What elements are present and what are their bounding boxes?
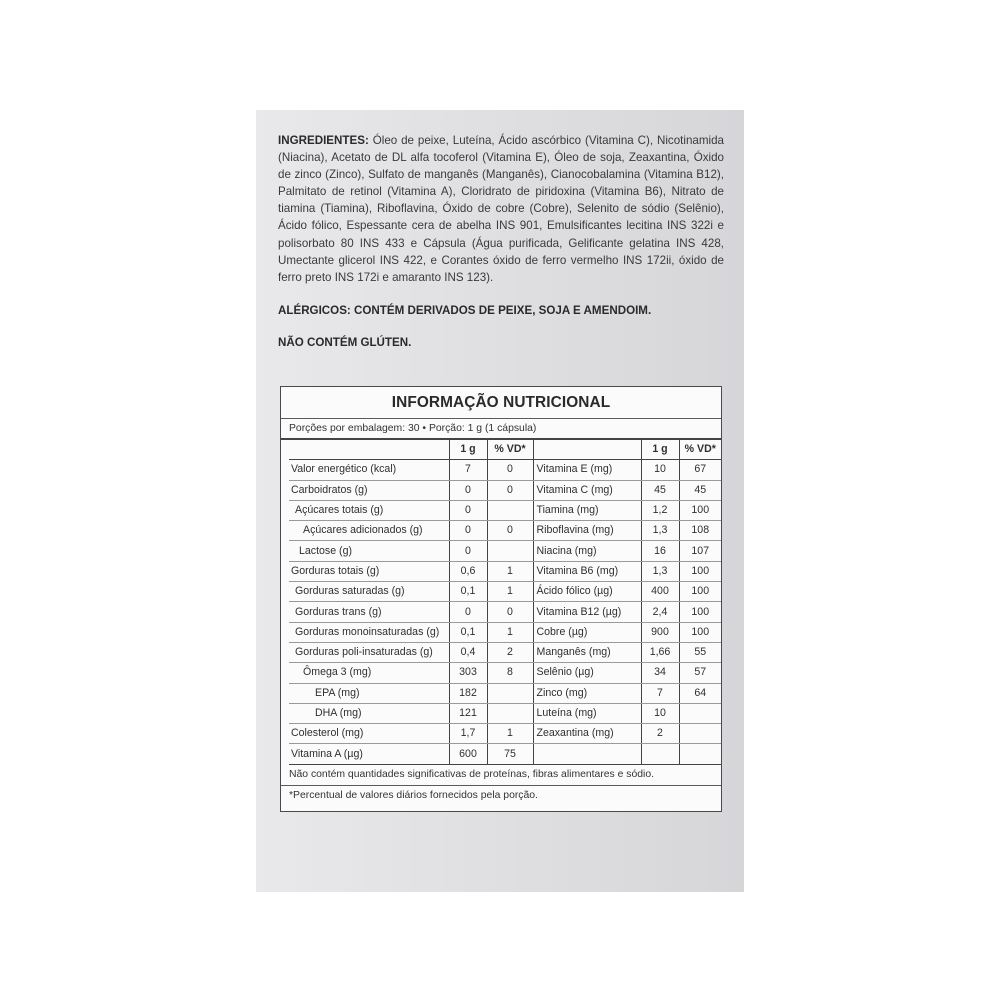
nutrient-amount-right: 34 (641, 663, 679, 683)
nutrient-vd-right: 100 (679, 602, 721, 622)
ingredients-text: Óleo de peixe, Luteína, Ácido ascórbico (Vitamina C), Nicotinamida (Niacina), Acetato de DL alfa tocoferol (Vitamina E), Óleo de soja, Zeaxantina, Óxido de zinco (Zinco), Sulfato de manganês (Manganês), Cianocobalamina (Vitamina B12), Palmitato de retinol (Vitamina A), Cloridrato de piridoxina (Vitamina B6), Nitrato de tiamina (Tiamina), Riboflavina, Óxido de cobre (Cobre), Selenito de sódio (Selênio), Ácido fólico, Espessante cera de abelha INS 901, Emulsificantes lecitina INS 322i e polisorbato 80 INS 433 e Cápsula (Água purificada, Gelificante gelatina INS 428, Umectante glicerol INS 422, e Corantes óxido de ferro vermelho INS 172ii, óxido de ferro preto INS 172i e amaranto INS 123). (278, 134, 724, 284)
table-row (289, 724, 721, 744)
nutrient-vd-right: 100 (679, 561, 721, 581)
table-row (289, 500, 721, 520)
nutrient-vd: 8 (487, 663, 533, 683)
portions-info: Porções por embalagem: 30 • Porção: 1 g (1 cápsula) (281, 419, 721, 440)
nutrient-name-right: Niacina (mg) (533, 541, 641, 561)
nutrient-amount: 303 (449, 663, 487, 683)
gluten-statement: NÃO CONTÉM GLÚTEN. (278, 335, 412, 349)
ingredients-paragraph (278, 132, 724, 286)
ingredients-label: INGREDIENTES: (278, 134, 369, 147)
nutrient-vd: 0 (487, 602, 533, 622)
nutrient-name: Gorduras poli-insaturadas (g) (289, 642, 449, 662)
nutrient-amount: 0 (449, 602, 487, 622)
nutrient-amount: 1,7 (449, 724, 487, 744)
nutrient-amount-right: 16 (641, 541, 679, 561)
nutrient-name-right (533, 744, 641, 764)
nutrient-amount: 0,6 (449, 561, 487, 581)
nutrient-amount-right: 2,4 (641, 602, 679, 622)
package-panel (256, 110, 744, 892)
nutrient-amount-right: 45 (641, 480, 679, 500)
nutrient-amount-right: 2 (641, 724, 679, 744)
nutrient-name-right: Vitamina E (mg) (533, 460, 641, 480)
vd-footnote: *Percentual de valores diários fornecidos pela porção. (289, 789, 538, 801)
nutrient-amount-right: 10 (641, 703, 679, 723)
nutrient-name-right: Vitamina C (mg) (533, 480, 641, 500)
table-row (289, 602, 721, 622)
nutrient-name-right: Ácido fólico (µg) (533, 582, 641, 602)
nutrient-amount-right: 1,3 (641, 561, 679, 581)
nutrient-vd (487, 703, 533, 723)
nutrient-name-right: Luteína (mg) (533, 703, 641, 723)
table-row (289, 663, 721, 683)
table-row (289, 521, 721, 541)
nutrition-note: Não contém quantidades significativas de proteínas, fibras alimentares e sódio. (281, 765, 721, 786)
nutrient-name-right: Riboflavina (mg) (533, 521, 641, 541)
nutrient-amount-right: 10 (641, 460, 679, 480)
nutrient-vd-right: 100 (679, 622, 721, 642)
nutrient-vd-right: 64 (679, 683, 721, 703)
nutrient-amount: 182 (449, 683, 487, 703)
table-row (289, 744, 721, 764)
nutrient-name: Açúcares adicionados (g) (289, 521, 449, 541)
allergens-statement: ALÉRGICOS: CONTÉM DERIVADOS DE PEIXE, SOJA E AMENDOIM. (278, 303, 652, 317)
nutrient-vd: 1 (487, 561, 533, 581)
nutrient-name-right: Vitamina B6 (mg) (533, 561, 641, 581)
nutrient-amount-right (641, 744, 679, 764)
nutrient-name: Açúcares totais (g) (289, 500, 449, 520)
table-header-row (289, 440, 721, 460)
nutrition-facts-panel (280, 386, 722, 812)
nutrition-table (289, 440, 721, 765)
nutrient-vd: 1 (487, 724, 533, 744)
nutrient-vd: 1 (487, 622, 533, 642)
nutrient-name-right: Manganês (mg) (533, 642, 641, 662)
nutrient-vd-right (679, 703, 721, 723)
nutrition-title: INFORMAÇÃO NUTRICIONAL (281, 387, 721, 419)
label-text-area (278, 132, 724, 349)
nutrient-name: Vitamina A (µg) (289, 744, 449, 764)
nutrient-vd: 0 (487, 480, 533, 500)
table-row (289, 460, 721, 480)
nutrient-vd-right: 55 (679, 642, 721, 662)
nutrient-vd-right: 57 (679, 663, 721, 683)
nutrient-name: Carboidratos (g) (289, 480, 449, 500)
nutrient-vd-right (679, 724, 721, 744)
nutrient-name-right: Tiamina (mg) (533, 500, 641, 520)
nutrient-name: Ômega 3 (mg) (289, 663, 449, 683)
nutrient-amount-right: 1,66 (641, 642, 679, 662)
nutrient-vd: 1 (487, 582, 533, 602)
nutrient-vd-right: 45 (679, 480, 721, 500)
nutrient-amount: 0 (449, 500, 487, 520)
header-vd-right: % VD* (679, 440, 721, 460)
nutrient-amount-right: 900 (641, 622, 679, 642)
nutrient-amount: 0,4 (449, 642, 487, 662)
nutrient-name-right: Selênio (µg) (533, 663, 641, 683)
nutrient-amount: 0,1 (449, 582, 487, 602)
nutrient-amount: 0,1 (449, 622, 487, 642)
nutrient-vd-right: 100 (679, 582, 721, 602)
nutrient-vd: 0 (487, 521, 533, 541)
nutrient-amount-right: 7 (641, 683, 679, 703)
table-row (289, 703, 721, 723)
nutrient-name: Gorduras trans (g) (289, 602, 449, 622)
nutrient-amount-right: 1,2 (641, 500, 679, 520)
header-blank-right (533, 440, 641, 460)
table-row (289, 541, 721, 561)
nutrient-vd (487, 683, 533, 703)
nutrient-name-right: Zinco (mg) (533, 683, 641, 703)
nutrient-name: Gorduras totais (g) (289, 561, 449, 581)
nutrient-amount: 0 (449, 541, 487, 561)
nutrient-name: Gorduras monoinsaturadas (g) (289, 622, 449, 642)
table-row (289, 683, 721, 703)
nutrient-name: Colesterol (mg) (289, 724, 449, 744)
table-row (289, 561, 721, 581)
nutrient-vd: 2 (487, 642, 533, 662)
nutrient-amount-right: 1,3 (641, 521, 679, 541)
header-amount-left: 1 g (449, 440, 487, 460)
nutrient-name: Gorduras saturadas (g) (289, 582, 449, 602)
nutrient-vd (487, 500, 533, 520)
nutrient-name: EPA (mg) (289, 683, 449, 703)
table-row (289, 480, 721, 500)
nutrient-amount: 600 (449, 744, 487, 764)
nutrient-name-right: Vitamina B12 (µg) (533, 602, 641, 622)
nutrient-vd (487, 541, 533, 561)
header-blank-left (289, 440, 449, 460)
table-row (289, 622, 721, 642)
nutrient-name: Lactose (g) (289, 541, 449, 561)
table-row (289, 642, 721, 662)
nutrient-vd-right: 108 (679, 521, 721, 541)
nutrient-vd-right: 67 (679, 460, 721, 480)
header-vd-left: % VD* (487, 440, 533, 460)
nutrient-amount: 0 (449, 480, 487, 500)
nutrient-vd-right: 100 (679, 500, 721, 520)
nutrient-amount: 0 (449, 521, 487, 541)
nutrient-vd-right (679, 744, 721, 764)
nutrient-name: Valor energético (kcal) (289, 460, 449, 480)
nutrient-vd: 0 (487, 460, 533, 480)
nutrient-vd-right: 107 (679, 541, 721, 561)
nutrient-name-right: Cobre (µg) (533, 622, 641, 642)
nutrient-name: DHA (mg) (289, 703, 449, 723)
nutrient-amount-right: 400 (641, 582, 679, 602)
nutrient-amount: 121 (449, 703, 487, 723)
header-amount-right: 1 g (641, 440, 679, 460)
nutrient-amount: 7 (449, 460, 487, 480)
nutrient-name-right: Zeaxantina (mg) (533, 724, 641, 744)
nutrient-vd: 75 (487, 744, 533, 764)
table-row (289, 582, 721, 602)
